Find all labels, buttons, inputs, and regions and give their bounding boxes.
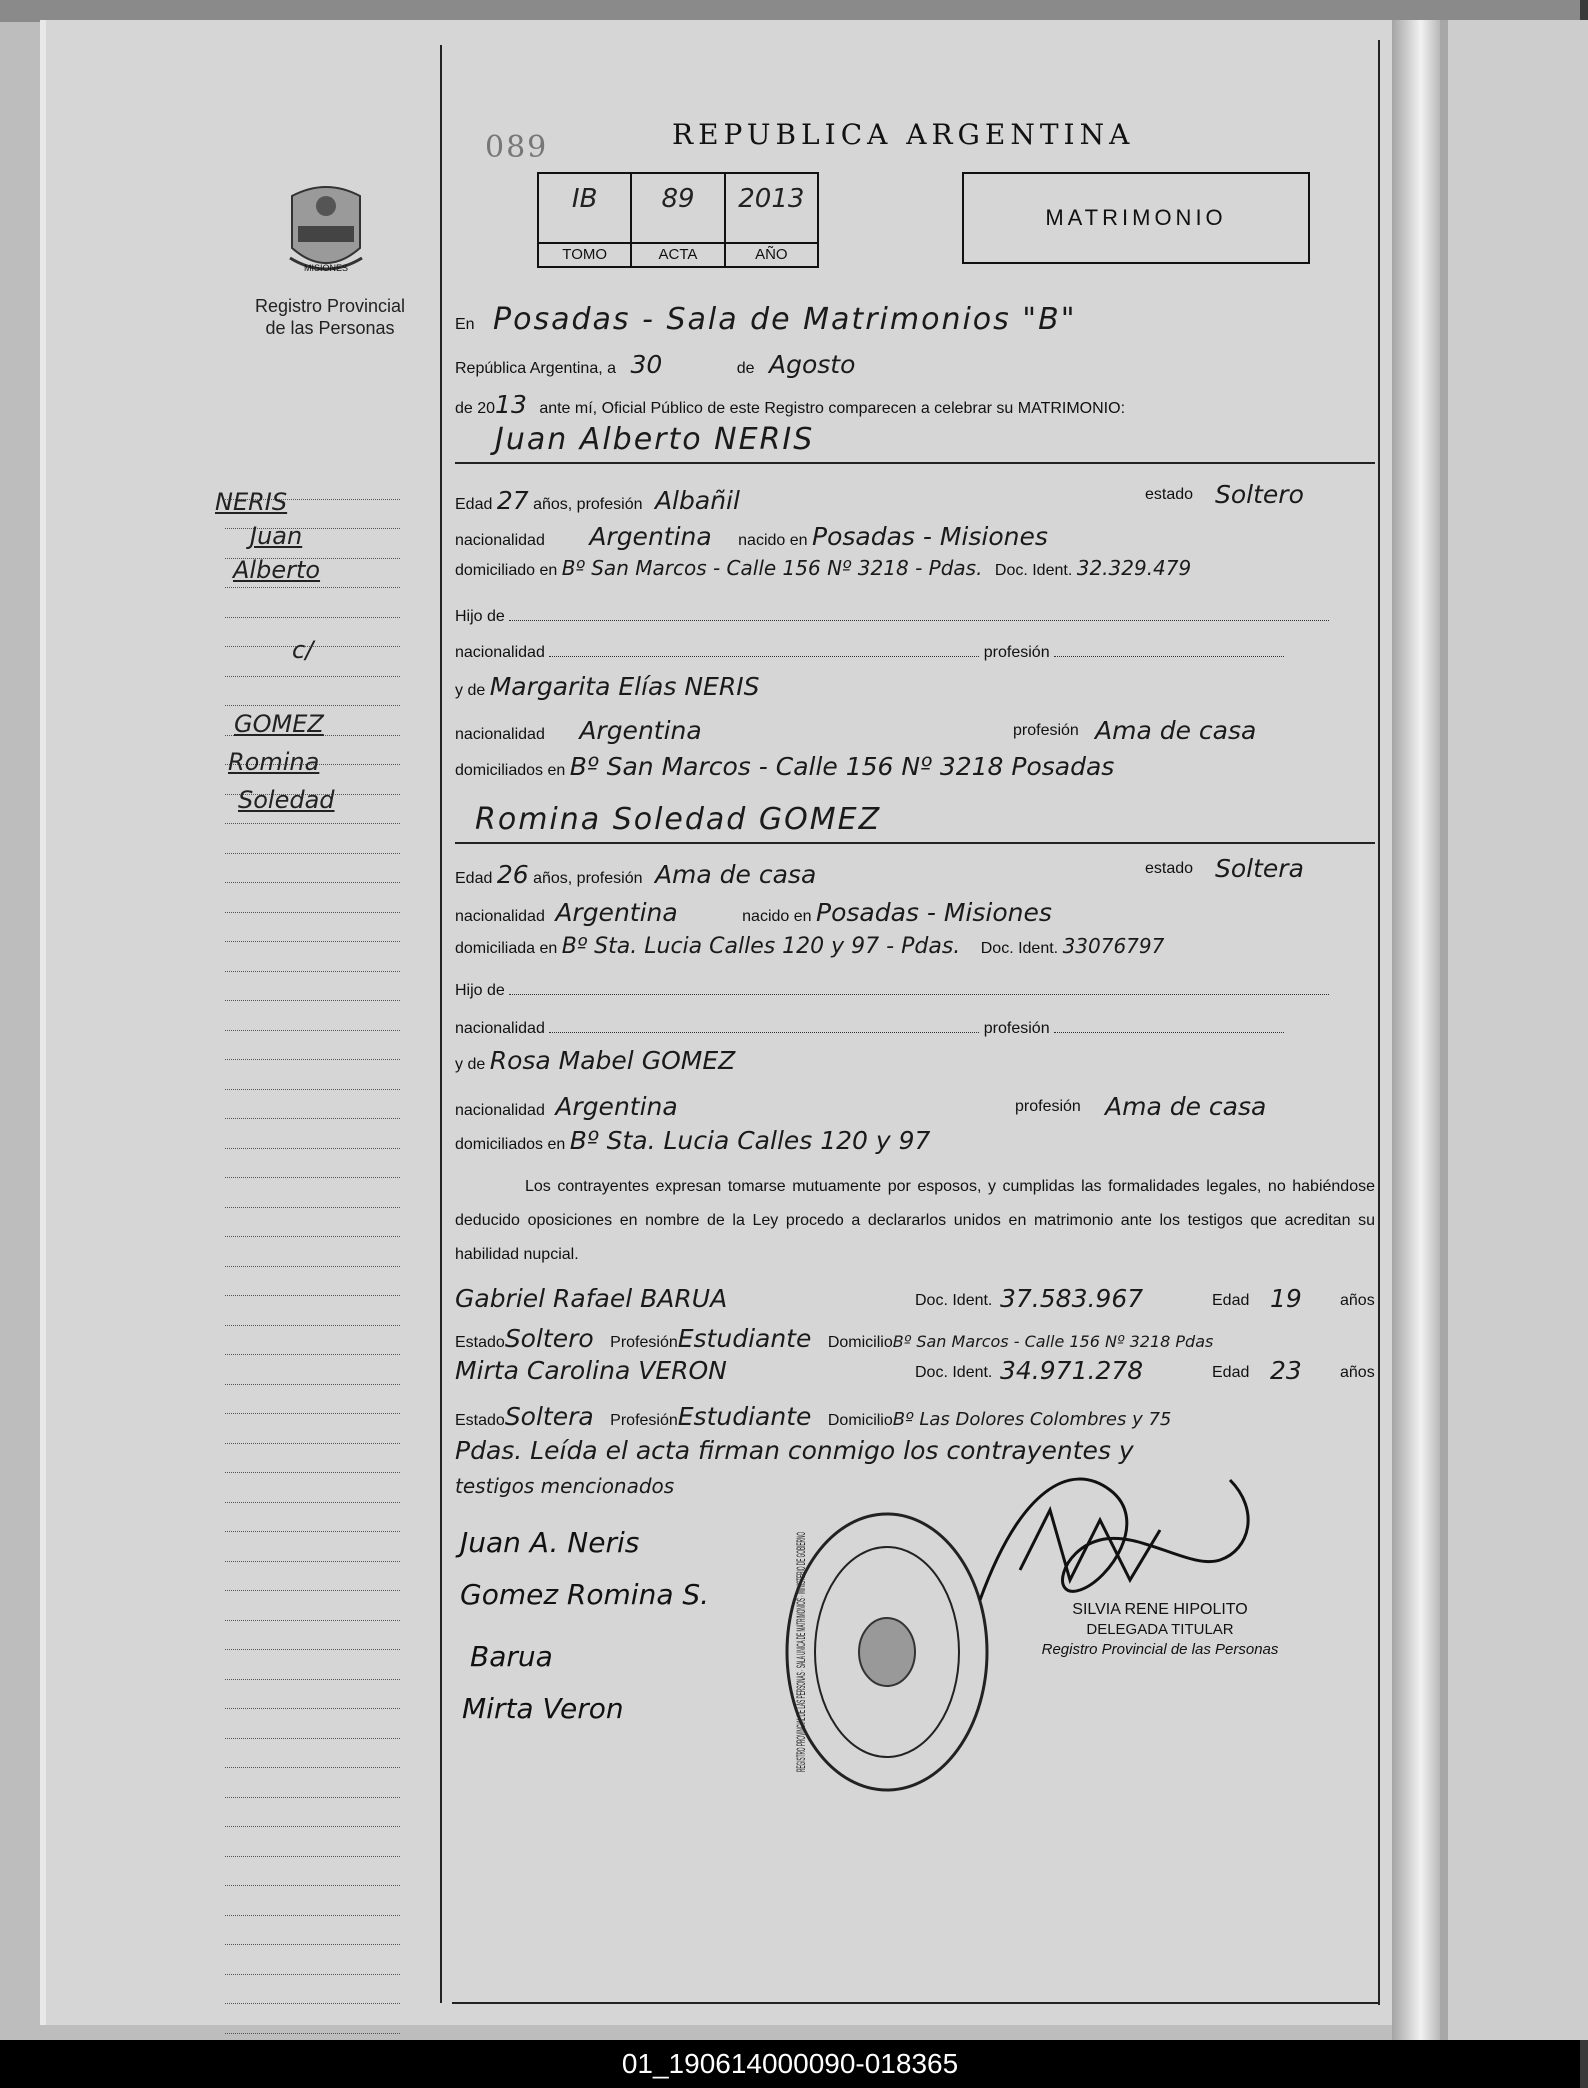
margin-note-name4: Soledad	[238, 786, 335, 814]
domiciliada-label: domiciliada en	[455, 940, 558, 957]
ledger-line	[225, 1355, 400, 1385]
witness2-civil-status: Soltera	[504, 1402, 594, 1431]
book-edge	[0, 0, 1580, 22]
ledger-line	[225, 1208, 400, 1238]
year-suffix: 13	[495, 390, 527, 419]
groom-section-rule	[455, 462, 1375, 464]
bride-father-line	[455, 982, 1375, 1000]
groom-profession: Albañil	[654, 486, 740, 515]
estado-label: estado	[1145, 486, 1194, 503]
bride-profession: Ama de casa	[654, 860, 817, 889]
bride-full-name: Romina Soledad GOMEZ	[475, 802, 882, 837]
witness1-age: 19	[1270, 1284, 1302, 1313]
bride-section-rule	[455, 842, 1375, 844]
registry-name-line1: Registro Provincial	[254, 296, 406, 316]
ledger-line	[225, 1886, 400, 1916]
republic-label: República Argentina, a	[455, 360, 616, 377]
ledger-line	[225, 1001, 400, 1031]
ledger-line	[225, 1768, 400, 1798]
year-label: de 20	[455, 400, 496, 417]
profesion-label: profesión	[1015, 1098, 1081, 1115]
anio-label: AÑO	[755, 246, 788, 263]
ledger-line	[225, 1119, 400, 1149]
ledger-line	[225, 942, 400, 972]
day-value: 30	[630, 350, 663, 379]
ledger-line	[225, 1031, 400, 1061]
groom-civil-status: Soltero	[1215, 480, 1304, 509]
official-title: DELEGADA TITULAR	[1086, 1621, 1234, 1638]
nacido-label: nacido en	[738, 532, 808, 549]
ledger-line	[225, 1296, 400, 1326]
declaration-paragraph: Los contrayentes expresan tomarse mutuamente por esposos, y cumplidas las formalidades legales, no habiéndose deducido oposiciones en nombre de la Ley procedo a declararlos unidos en matrimonio ante los testigos que acreditan su habilidad nupcial.	[455, 1178, 1375, 1263]
ledger-line	[225, 1090, 400, 1120]
signature-groom: Juan A. Neris	[460, 1526, 640, 1559]
edad-label: Edad	[1212, 1292, 1250, 1309]
domicilio-label: Domicilio	[827, 1412, 893, 1429]
intro-place-line	[455, 302, 1375, 337]
closing-text-1: Pdas. Leída el acta firman conmigo los contrayentes y	[455, 1436, 1134, 1465]
signature-witness2: Mirta Veron	[462, 1692, 624, 1725]
ledger-line	[225, 1444, 400, 1474]
ledger-line	[225, 1473, 400, 1503]
ledger-line	[225, 588, 400, 618]
ledger-line	[225, 1975, 400, 2005]
witness1-name: Gabriel Rafael BARUA	[455, 1284, 728, 1313]
margin-note-name2: Alberto	[233, 556, 321, 584]
profesion-label: Profesión	[610, 1412, 678, 1429]
form-bottom-border	[452, 2002, 1378, 2004]
ledger-line	[225, 972, 400, 1002]
anios-label: años	[1340, 1364, 1375, 1381]
edad-label: Edad	[1212, 1364, 1250, 1381]
acta-label: ACTA	[658, 246, 698, 263]
ledger-line	[225, 1945, 400, 1975]
groom-nationality-line	[455, 522, 1375, 551]
groom-address-line	[455, 556, 1375, 580]
ledger-line	[225, 2004, 400, 2034]
nacionalidad-label: nacionalidad	[455, 644, 545, 661]
witness1-name-line	[455, 1284, 1375, 1313]
scan-file-id: 01_190614000090-018365	[0, 2040, 1580, 2088]
anios-profesion-label: años, profesión	[533, 870, 643, 887]
profesion-label: Profesión	[610, 1334, 678, 1351]
ledger-line	[225, 1562, 400, 1592]
groom-parents-address: Bº San Marcos - Calle 156 Nº 3218 Posadas	[569, 752, 1115, 781]
ledger-line	[225, 1798, 400, 1828]
bride-mother-nationality: Argentina	[555, 1092, 678, 1121]
nacionalidad-label: nacionalidad	[455, 908, 545, 925]
bride-father-nationality-line	[455, 1020, 1375, 1038]
margin-note-with: c/	[292, 636, 314, 664]
tomo-value: IB	[539, 174, 630, 244]
ledger-line	[225, 1650, 400, 1680]
svg-text:MISIONES: MISIONES	[303, 263, 349, 273]
bride-father-profession	[1054, 1032, 1284, 1033]
bride-nationality-line	[455, 898, 1375, 927]
bride-address-line	[455, 934, 1375, 959]
bride-doc-number: 33076797	[1062, 934, 1165, 958]
official-stamp	[1010, 1600, 1310, 1660]
bride-birthplace: Posadas - Misiones	[816, 898, 1052, 927]
doc-label: Doc. Ident.	[915, 1292, 993, 1309]
bride-mother-nationality-line	[455, 1092, 1375, 1121]
ledger-line	[225, 854, 400, 884]
closing-text-2: testigos mencionados	[455, 1474, 675, 1498]
margin-note-surname2: GOMEZ	[234, 710, 324, 738]
ledger-line	[225, 677, 400, 707]
groom-father	[509, 620, 1329, 621]
doc-label: Doc. Ident.	[994, 562, 1073, 579]
margin-note-surname: NERIS	[215, 488, 288, 516]
bride-father	[509, 994, 1329, 995]
form-left-border	[440, 45, 442, 2003]
de-label: de	[736, 360, 755, 377]
signature-bride: Gomez Romina S.	[460, 1578, 710, 1611]
ledger-line	[225, 1267, 400, 1297]
groom-parents-address-line	[455, 752, 1375, 781]
witness1-address: Bº San Marcos - Calle 156 Nº 3218 Pdas	[892, 1332, 1214, 1351]
book-gutter	[1392, 20, 1440, 2040]
ledger-line	[225, 1709, 400, 1739]
ledger-line	[225, 1827, 400, 1857]
ledger-line	[225, 1591, 400, 1621]
witness2-profession: Estudiante	[677, 1402, 812, 1431]
official-office: Registro Provincial de las Personas	[1041, 1641, 1279, 1658]
profesion-label: profesión	[983, 1020, 1050, 1037]
signature-witness1: Barua	[470, 1640, 553, 1673]
ledger-line	[225, 824, 400, 854]
hijo-label: Hijo de	[455, 608, 505, 625]
svg-text:REGISTRO PROVINCIAL DE LAS PER	[794, 1532, 808, 1772]
intro-statement: ante mí, Oficial Público de este Registro comparecen a celebrar su MATRIMONIO:	[539, 400, 1126, 417]
estado-label: Estado	[455, 1412, 505, 1429]
record-type-box: MATRIMONIO	[962, 172, 1310, 264]
groom-name-line	[455, 422, 1375, 457]
nacionalidad-label: nacionalidad	[455, 1020, 545, 1037]
ledger-line	[225, 883, 400, 913]
ledger-line	[225, 1237, 400, 1267]
groom-doc-number: 32.329.479	[1076, 556, 1192, 580]
profesion-label: profesión	[1013, 722, 1079, 739]
ledger-line	[225, 1503, 400, 1533]
ledger-line	[225, 1680, 400, 1710]
next-page-edge	[1440, 20, 1588, 2040]
page-stamp-number: 089	[485, 130, 549, 165]
groom-mother-profession: Ama de casa	[1095, 716, 1257, 745]
ledger-line	[225, 913, 400, 943]
domiciliados-label: domiciliados en	[455, 1136, 566, 1153]
estado-label: estado	[1145, 860, 1194, 877]
record-reference-box	[537, 172, 819, 268]
estado-label: Estado	[455, 1334, 505, 1351]
witness2-name: Mirta Carolina VERON	[455, 1356, 727, 1385]
acta-value: 89	[632, 174, 723, 244]
bride-address: Bº Sta. Lucia Calles 120 y 97 - Pdas.	[561, 934, 961, 959]
witness2-doc-number: 34.971.278	[1000, 1356, 1144, 1385]
groom-age: 27	[496, 486, 529, 515]
domicilio-label: Domicilio	[827, 1334, 893, 1351]
yde-label: y de	[455, 1056, 486, 1073]
edad-label: Edad	[455, 870, 493, 887]
groom-father-line	[455, 608, 1375, 626]
margin-note-name3: Romina	[228, 748, 320, 776]
margin-note-name1: Juan	[250, 522, 303, 550]
month-value: Agosto	[768, 350, 856, 379]
doc-label: Doc. Ident.	[980, 940, 1059, 957]
en-label: En	[455, 316, 475, 333]
groom-father-nationality	[549, 656, 979, 657]
official-signature-icon	[960, 1450, 1280, 1620]
margin-ledger-lines	[225, 470, 400, 2063]
form-right-border	[1378, 40, 1380, 2005]
anios-profesion-label: años, profesión	[533, 496, 643, 513]
profesion-label: profesión	[983, 644, 1050, 661]
bride-mother-line	[455, 1046, 1375, 1075]
witness2-details-line	[455, 1402, 1375, 1431]
province-coat-of-arms-icon	[282, 178, 370, 283]
nacido-label: nacido en	[742, 908, 812, 925]
nacionalidad-label: nacionalidad	[455, 726, 545, 743]
ledger-line	[225, 1414, 400, 1444]
witness2-address: Bº Las Dolores Colombres y 75	[892, 1409, 1172, 1430]
bride-mother: Rosa Mabel GOMEZ	[489, 1046, 736, 1075]
ledger-line	[225, 1532, 400, 1562]
intro-date-line	[455, 350, 1375, 379]
bride-father-nationality	[549, 1032, 979, 1033]
witness1-details-line	[455, 1324, 1375, 1353]
domiciliados-label: domiciliados en	[455, 762, 566, 779]
doc-label: Doc. Ident.	[915, 1364, 993, 1381]
ledger-line	[225, 1060, 400, 1090]
groom-mother-nationality: Argentina	[579, 716, 702, 745]
ledger-line	[225, 1149, 400, 1179]
anio-value: 2013	[726, 174, 817, 244]
edad-label: Edad	[455, 496, 493, 513]
witness1-civil-status: Soltero	[504, 1324, 594, 1353]
place-value: Posadas - Sala de Matrimonios "B"	[493, 302, 1077, 337]
bride-name-line	[455, 802, 1375, 837]
ledger-line	[225, 1857, 400, 1887]
groom-mother-nationality-line	[455, 716, 1375, 745]
groom-nationality: Argentina	[589, 522, 712, 551]
ledger-line	[225, 1178, 400, 1208]
bride-mother-profession: Ama de casa	[1105, 1092, 1267, 1121]
ledger-line	[225, 1326, 400, 1356]
bride-age: 26	[496, 860, 529, 889]
ledger-line	[225, 1621, 400, 1651]
bride-civil-status: Soltera	[1215, 854, 1304, 883]
nacionalidad-label: nacionalidad	[455, 532, 545, 549]
bride-parents-address-line	[455, 1126, 1375, 1155]
domiciliado-label: domiciliado en	[455, 562, 558, 579]
witness1-profession: Estudiante	[677, 1324, 812, 1353]
ledger-line	[225, 1739, 400, 1769]
country-title: REPUBLICA ARGENTINA	[672, 118, 1135, 151]
intro-year-line	[455, 390, 1375, 419]
hijo-label: Hijo de	[455, 982, 505, 999]
groom-father-profession	[1054, 656, 1284, 657]
groom-father-nationality-line	[455, 644, 1375, 662]
bride-age-line	[455, 854, 1375, 889]
groom-birthplace: Posadas - Misiones	[812, 522, 1048, 551]
bride-parents-address: Bº Sta. Lucia Calles 120 y 97	[569, 1126, 931, 1155]
groom-mother-line	[455, 672, 1375, 701]
witness2-age: 23	[1270, 1356, 1302, 1385]
ledger-line	[225, 1916, 400, 1946]
registry-name-line2: de las Personas	[265, 318, 395, 338]
groom-full-name: Juan Alberto NERIS	[495, 422, 815, 457]
tomo-label: TOMO	[562, 246, 608, 263]
groom-age-line	[455, 480, 1375, 515]
yde-label: y de	[455, 682, 486, 699]
bride-nationality: Argentina	[555, 898, 678, 927]
witness2-name-line	[455, 1356, 1375, 1385]
nacionalidad-label: nacionalidad	[455, 1102, 545, 1119]
groom-mother: Margarita Elías NERIS	[489, 672, 760, 701]
ledger-line	[225, 1385, 400, 1415]
witness1-doc-number: 37.583.967	[1000, 1284, 1144, 1313]
official-name: SILVIA RENE HIPOLITO	[1072, 1601, 1248, 1618]
anios-label: años	[1340, 1292, 1375, 1309]
groom-address: Bº San Marcos - Calle 156 Nº 3218 - Pdas.	[561, 556, 983, 580]
